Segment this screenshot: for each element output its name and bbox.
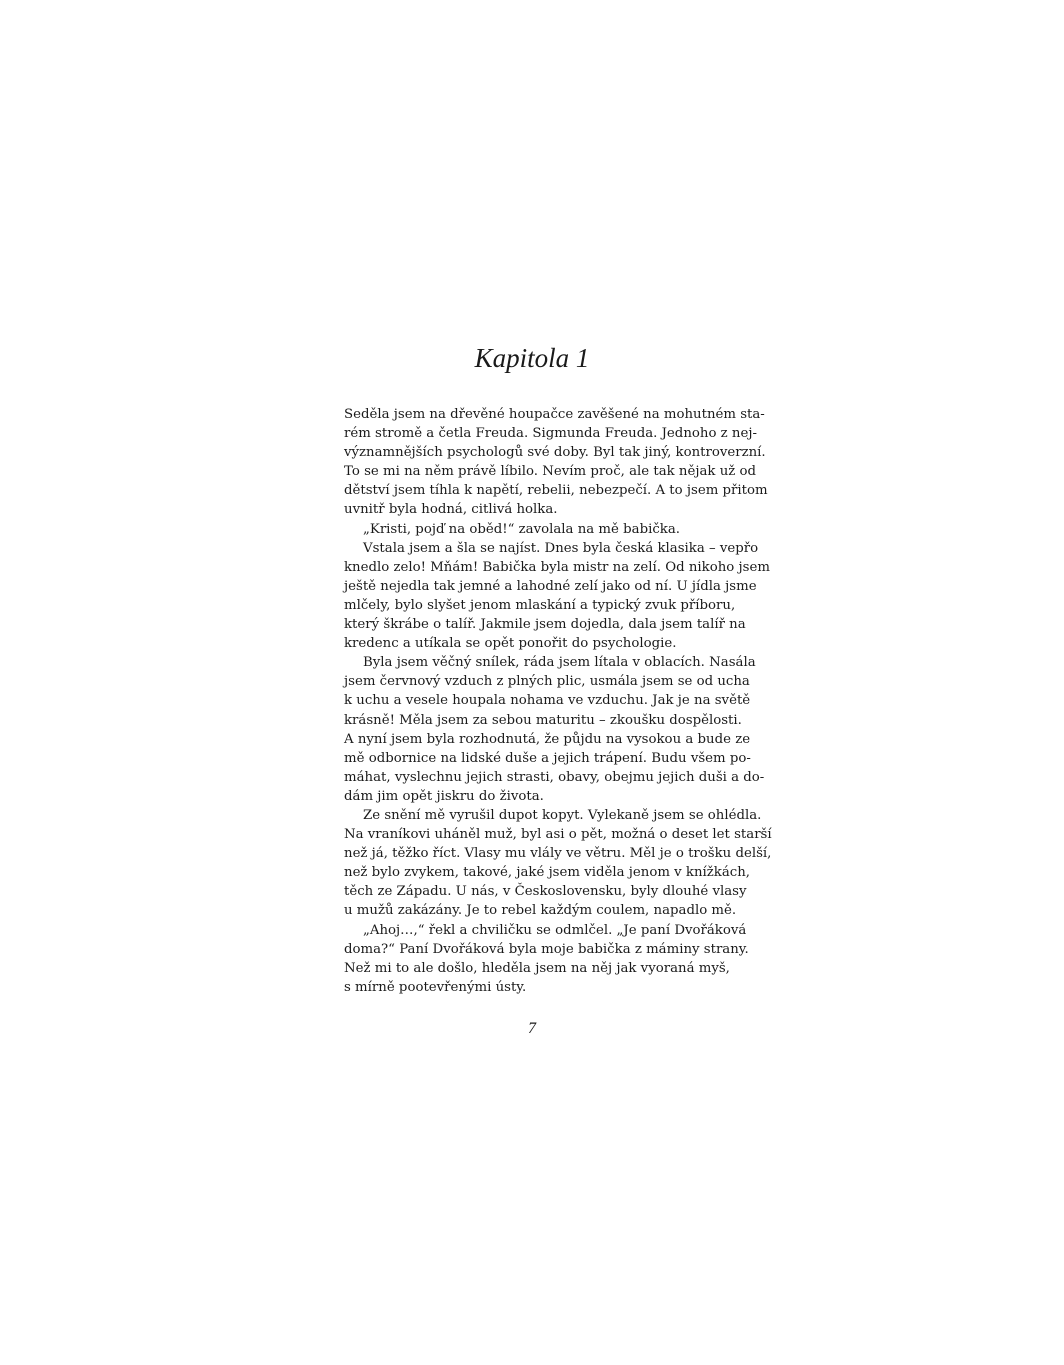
page-number: 7 bbox=[528, 1020, 536, 1037]
text-line: který škrábe o talíř. Jakmile jsem dojedla, dala jsem talíř na bbox=[344, 617, 746, 633]
text-line: Ze snění mě vyrušil dupot kopyt. Vylekaně jsem se ohlédla. bbox=[363, 807, 762, 823]
text-line: To se mi na něm právě líbilo. Nevím proč, ale tak nějak už od bbox=[344, 464, 757, 480]
text-line: k uchu a vesele houpala nohama ve vzduchu. Jak je na světě bbox=[344, 693, 751, 709]
text-line: uvnitř byla hodná, citlivá holka. bbox=[344, 502, 558, 518]
text-line: významnějších psychologů své doby. Byl tak jiný, kontroverzní. bbox=[344, 445, 766, 461]
text-line: ještě nejedla tak jemné a lahodné zelí jako od ní. U jídla jsme bbox=[344, 578, 757, 594]
text-line: mě odbornice na lidské duše a jejich trápení. Budu všem po- bbox=[344, 750, 751, 766]
text-line: „Ahoj…,“ řekl a chviličku se odmlčel. „Je paní Dvořáková bbox=[363, 922, 747, 938]
text-line: mlčely, bylo slyšet jenom mlaskání a typický zvuk příboru, bbox=[344, 597, 736, 613]
text-line: Vstala jsem a šla se najíst. Dnes byla česká klasika – vepřo bbox=[363, 540, 759, 556]
text-line: jsem červnový vzduch z plných plic, usmála jsem se od ucha bbox=[344, 674, 750, 690]
text-line: „Kristi, pojď na oběd!“ zavolala na mě babička. bbox=[363, 521, 680, 537]
text-line: A nyní jsem byla rozhodnutá, že půjdu na vysokou a bude ze bbox=[344, 731, 751, 747]
body-text bbox=[344, 405, 772, 997]
text-line: dám jim opět jiskru do života. bbox=[344, 788, 544, 804]
chapter-title: Kapitola 1 bbox=[474, 343, 590, 373]
text-line: máhat, vyslechnu jejich strasti, obavy, obejmu jejich duši a do- bbox=[344, 769, 765, 785]
text-line: rém stromě a četla Freuda. Sigmunda Freuda. Jednoho z nej- bbox=[344, 426, 757, 442]
text-line: doma?“ Paní Dvořáková byla moje babička z máminy strany. bbox=[344, 941, 749, 957]
text-line: knedlo zelo! Mňám! Babička byla mistr na zelí. Od nikoho jsem bbox=[344, 559, 770, 575]
text-line: Na vraníkovi uháněl muž, byl asi o pět, možná o deset let starší bbox=[344, 827, 772, 843]
text-line: než bylo zvykem, takové, jaké jsem viděla jenom v knížkách, bbox=[344, 865, 751, 881]
text-line: než já, těžko říct. Vlasy mu vlály ve větru. Měl je o trošku delší, bbox=[344, 846, 772, 862]
text-line: kredenc a utíkala se opět ponořit do psychologie. bbox=[344, 636, 677, 652]
text-line: Byla jsem věčný snílek, ráda jsem lítala v oblacích. Nasála bbox=[363, 655, 756, 671]
text-line: u mužů zakázány. Je to rebel každým coulem, napadlo mě. bbox=[344, 903, 737, 919]
text-line: Seděla jsem na dřevěné houpačce zavěšené na mohutném sta- bbox=[344, 407, 765, 422]
text-line: krásně! Měla jsem za sebou maturitu – zkoušku dospělosti. bbox=[344, 712, 742, 728]
text-line: dětství jsem tíhla k napětí, rebelii, nebezpečí. A to jsem přitom bbox=[344, 483, 768, 499]
text-line: s mírně pootevřenými ústy. bbox=[344, 979, 527, 995]
text-line: těch ze Západu. U nás, v Československu, byly dlouhé vlasy bbox=[344, 884, 747, 900]
text-line: Než mi to ale došlo, hleděla jsem na něj jak vyoraná myš, bbox=[344, 960, 730, 976]
